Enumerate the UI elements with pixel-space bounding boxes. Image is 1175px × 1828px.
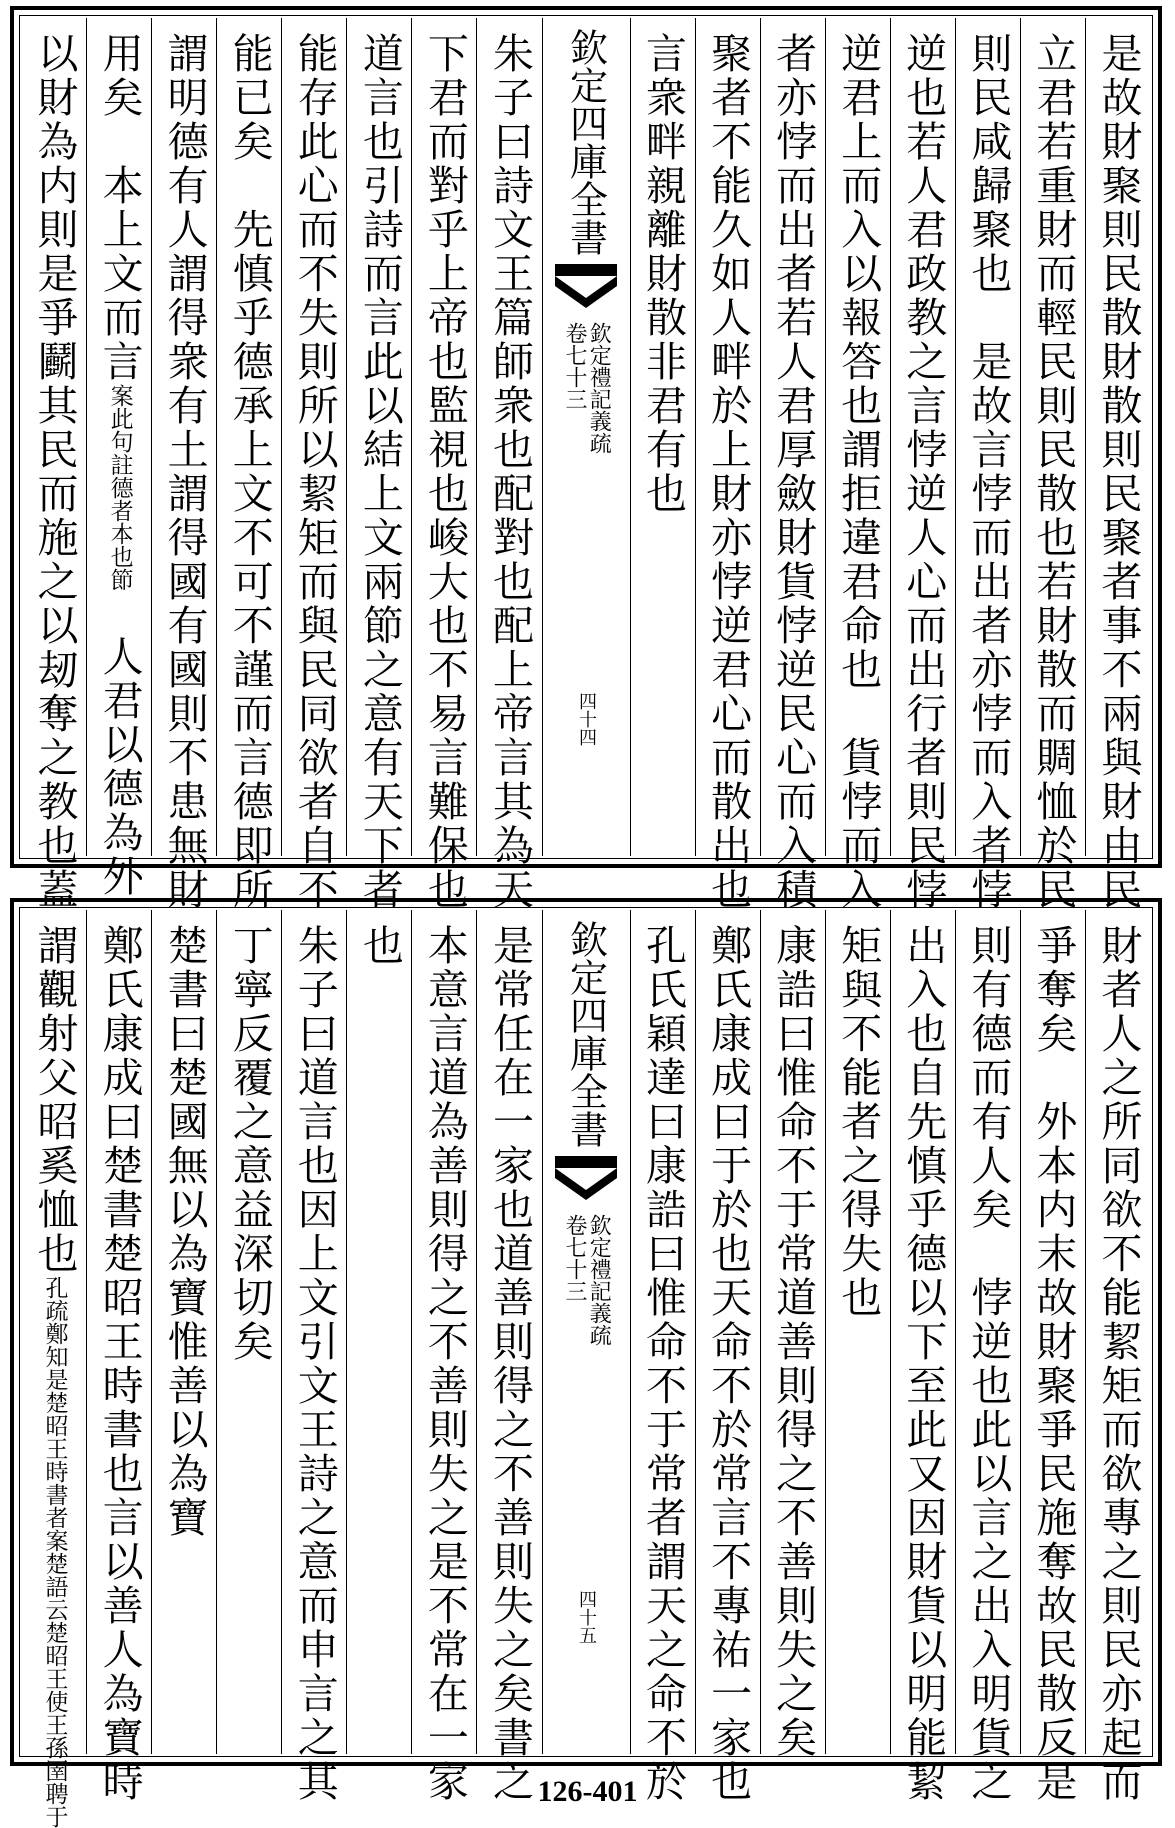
column-text [290,910,339,1804]
volume-number: 卷七十三 [562,1214,587,1302]
text-column [216,18,281,912]
text-column [346,910,411,1754]
column-text [355,910,404,1754]
column-text [225,18,274,912]
main-text: 逆也若人君政教之言悖逆人心而出行者則民悖 [899,32,948,912]
book-subtitle [562,322,610,454]
text-column [281,910,346,1804]
column-text [225,910,274,1754]
text-column [22,18,86,912]
main-text: 楚書曰楚國無以為寶惟善以為寶 [160,924,209,1540]
column-text [355,18,404,912]
column-text [420,910,469,1804]
text-column [281,18,346,912]
column-text [1094,910,1143,1804]
text-column [955,18,1020,912]
text-columns-top [22,18,1150,912]
text-column [890,18,955,912]
main-text: 立君若重財而輕民則民散也若財散而賙恤於民 [1029,32,1078,912]
text-column [216,910,281,1754]
column-text [899,910,948,1804]
fishtail-mark-icon [555,1156,617,1200]
leaf-number: 四十四 [576,692,597,746]
collection-title: 欽定四庫全書 [563,920,608,1148]
main-text: 謂觀射父昭奚恤也 [30,924,79,1276]
column-text [95,18,144,899]
main-text: 聚者不能久如人畔於上財亦悖逆君心而散出也 [704,32,753,912]
main-text: 則有德而有人矣 悖逆也此以言之出入明貨之 [964,924,1013,1804]
center-spine [542,910,630,1754]
book-title: 欽定禮記義疏 [586,1214,612,1346]
text-column [476,910,541,1804]
main-text: 鄭氏康成曰于於也天命不於常言不專祐一家也 [704,924,753,1804]
column-text [964,910,1013,1804]
collection-title: 欽定四庫全書 [563,28,608,256]
column-text [964,18,1013,912]
column-text [485,18,534,912]
column-text [899,18,948,912]
main-text: 言衆畔親離財散非君有也 [639,32,688,516]
text-column [1020,910,1085,1804]
main-text: 能存此心而不失則所以絜矩而與民同欲者自不 [290,32,339,912]
main-text: 謂明德有人謂得衆有土謂得國有國則不患無財 [160,32,209,912]
column-text [1029,18,1078,912]
main-text: 下君而對乎上帝也監視也峻大也不易言難保也 [420,32,469,912]
main-text: 朱子曰道言也因上文引文王詩之意而申言之其 [290,924,339,1804]
column-text [420,18,469,912]
column-text [639,18,688,856]
text-column [411,910,476,1804]
main-text: 朱子曰詩文王篇師衆也配對也配上帝言其為天 [485,32,534,912]
book-title: 欽定禮記義疏 [586,322,612,454]
center-spine [542,18,630,856]
main-text: 也 [355,924,404,968]
column-text [160,910,209,1754]
main-text: 丁寧反覆之意益深切矣 [225,924,274,1364]
main-text: 人君以德為外 [95,591,144,899]
column-text [1094,18,1143,912]
main-text: 出入也自先慎乎德以下至此又因財貨以明能絜 [899,924,948,1804]
main-text: 逆君上而入以報答也謂拒違君命也 貨悖而入 [834,32,883,912]
column-text [485,910,534,1804]
column-text [639,910,688,1804]
main-text: 矩與不能者之得失也 [834,924,883,1320]
text-column [151,18,216,912]
main-text: 是故財聚則民散財散則民聚者事不兩與財由民 [1094,32,1143,912]
main-text: 用矣 本上文而言 [95,32,144,384]
column-text [95,910,144,1804]
fishtail-mark-icon [555,264,617,308]
text-column [630,18,695,856]
text-column [86,910,151,1804]
main-text: 道言也引詩而言此以結上文兩節之意有天下者 [355,32,404,912]
column-text [769,910,818,1760]
text-column [86,18,151,899]
page-code: 126-401 [537,1775,638,1808]
main-text: 孔氏穎達曰康誥曰惟命不于常者謂天之命不於 [639,924,688,1804]
text-column [411,18,476,912]
text-column [630,910,695,1804]
text-column [1085,910,1150,1804]
column-text [769,18,818,912]
text-column [346,18,411,912]
text-column [476,18,541,912]
column-text [290,18,339,912]
main-text: 康誥曰惟命不于常道善則得之不善則失之矣 [769,924,818,1760]
annotation-note: 案此句註德者本也節 [106,384,133,591]
text-column [695,18,760,912]
text-column [22,910,86,1828]
column-text [834,18,883,912]
column-text [30,18,79,912]
text-column [1020,18,1085,912]
column-text [160,18,209,912]
main-text: 是常任在一家也道善則得之不善則失之矣書之 [485,924,534,1804]
main-text: 以財為内則是爭鬬其民而施之以刼奪之教也蓋 [30,32,79,912]
main-text: 能已矣 先慎乎德承上文不可不謹而言德即所 [225,32,274,912]
column-text [30,910,79,1828]
text-column [151,910,216,1754]
main-text: 本意言道為善則得之不善則失之是不常在一家 [420,924,469,1804]
text-column [825,910,890,1754]
volume-number: 卷七十三 [562,322,587,410]
column-text [704,18,753,912]
page-panel-top [10,6,1162,912]
text-column [760,910,825,1760]
column-text [834,910,883,1754]
text-column [890,910,955,1804]
column-text [1029,910,1078,1804]
text-column [955,910,1020,1804]
main-text: 鄭氏康成曰楚書楚昭王時書也言以善人為寶時 [95,924,144,1804]
main-text: 財者人之所同欲不能絜矩而欲專之則民亦起而 [1094,924,1143,1804]
main-text: 者亦悖而出者若人君厚斂財貨悖逆民心而入積 [769,32,818,912]
main-text: 則民咸歸聚也 是故言悖而出者亦悖而入者悖 [964,32,1013,912]
text-column [1085,18,1150,912]
text-column [695,910,760,1804]
text-column [825,18,890,912]
main-text: 爭奪矣 外本内末故財聚爭民施奪故民散反是 [1029,924,1078,1804]
text-column [760,18,825,912]
book-subtitle [562,1214,610,1346]
leaf-number: 四十五 [576,1590,597,1644]
column-text [704,910,753,1804]
annotation-note: 孔疏鄭知是楚昭王時書者案楚語云楚昭王使王孫圉聘于 [41,1276,68,1828]
